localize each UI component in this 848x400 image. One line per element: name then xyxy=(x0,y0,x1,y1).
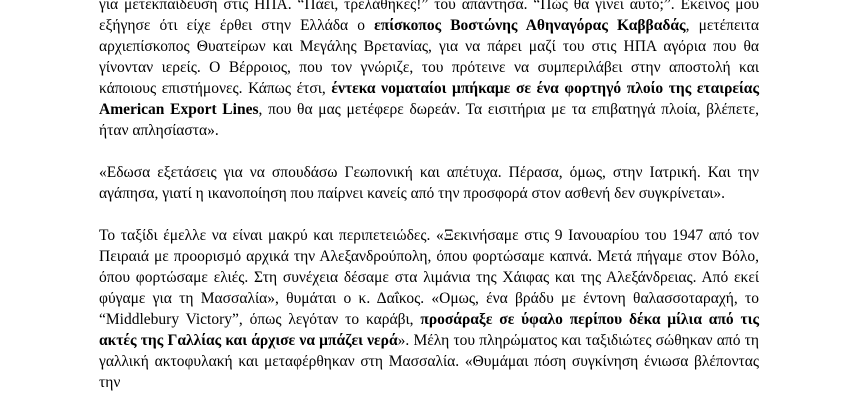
text-run: για μετεκπαίδευση στις ΗΠΑ. “Πάει, τρελάθηκες!” του απάντησα. “Πώς θα γίνει αυτό;”. Εκείνος μου εξήγησε ότι είχε έρθει στην Ελλάδα ο xyxy=(99,0,759,34)
bold-text-run: προσάραξε σε ύφαλο περίπου δέκα μίλια από τις ακτές της Γαλλίας και άρχισε να μπάζει νερά xyxy=(99,311,759,349)
paragraph-1 xyxy=(99,0,759,141)
text-run: , που θα μας μετέφερε δωρεάν. Τα εισιτήρια με τα επιβατηγά πλοία, βλέπετε, ήταν απλησίαστα». xyxy=(99,101,759,139)
text-run: «Εδωσα εξετάσεις για να σπουδάσω Γεωπονική και απέτυχα. Πέρασα, όμως, στην Ιατρική. Και την αγάπησα, γιατί η ικανοποίηση που παίρνει κανείς από την προσφορά στον ασθενή δεν συγκρίνεται». xyxy=(99,164,759,202)
paragraph-3 xyxy=(99,225,759,393)
document-page xyxy=(99,0,759,393)
bold-text-run: έντεκα νοματαίοι μπήκαμε σε ένα φορτηγό πλοίο της εταιρείας American Export Lines xyxy=(99,80,759,118)
bold-text-run: επίσκοπος Βοστώνης Αθηναγόρας Καββαδάς xyxy=(374,17,686,34)
text-run: , μετέπειτα αρχιεπίσκοπος Θυατείρων και Μεγάλης Βρετανίας, για να πάρει μαζί του στις ΗΠΑ αγόρια που θα γίνονταν ιερείς. Ο Βέρροιος, που τον γνώριζε, του πρότεινε να συμπεριλάβει στην αποστολή και κάποιους επιστήμονες. Κάπως έτσι, xyxy=(99,17,759,97)
text-run: Το ταξίδι έμελλε να είναι μακρύ και περιπετειώδες. «Ξεκινήσαμε στις 9 Ιανουαρίου του 1947 από τον Πειραιά με προορισμό αρχικά την Αλεξανδρούπολη, όπου φορτώσαμε καπνά. Μετά πήγαμε στον Βόλο, όπου φορτώσαμε ελιές. Στη συνέχεια δέσαμε στα λιμάνια της Χάιφας και της Αλεξάνδρειας. Από εκεί φύγαμε για τη Μασσαλία», θυμάται ο κ. Δαΐκος. «Ομως, ένα βράδυ με έντονη θαλασσοταραχή, το “Middlebury Victory”, όπως λεγόταν το καράβι, xyxy=(99,227,759,328)
text-run: ». Μέλη του πληρώματος και ταξιδιώτες σώθηκαν από τη γαλλική ακτοφυλακή και μεταφέρθηκαν στη Μασσαλία. «Θυμάμαι πόση συγκίνηση ένιωσα βλέποντας την xyxy=(99,332,759,391)
paragraph-2 xyxy=(99,162,759,204)
